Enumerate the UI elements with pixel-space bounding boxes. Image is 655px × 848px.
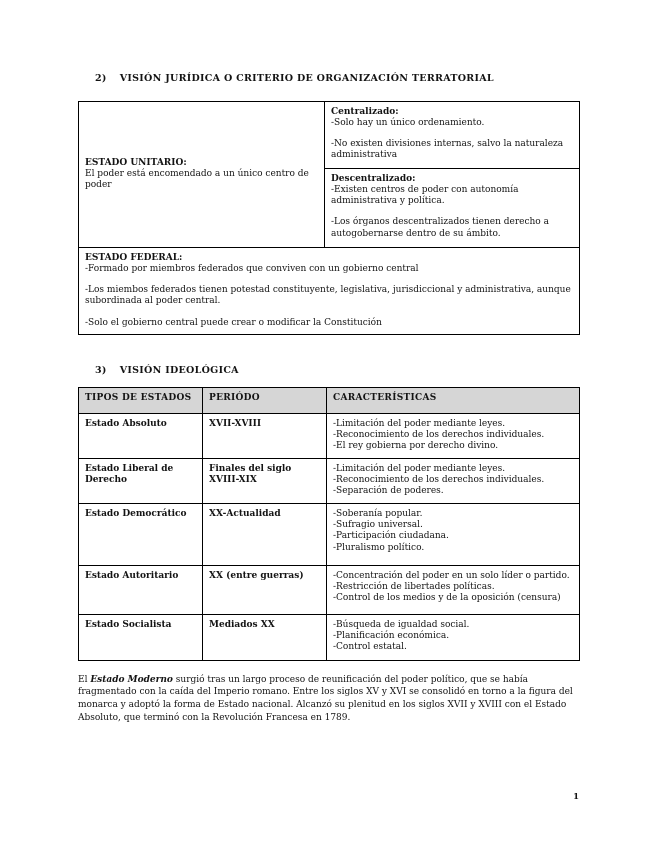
caracteristica-item: -Separación de poderes. [333,486,444,497]
estado-unitario-subtitle: El poder está encomendado a un único centro de poder [85,168,309,191]
descentralizado-item: -Los órganos descentralizados tienen derecho a autogobernarse dentro de su ámbito. [331,217,549,239]
unitario-subcells [325,102,579,247]
header-caracteristicas: CARACTERÍSTICAS [333,392,437,403]
section-2-number: 2) [95,73,107,84]
estado-moderno-term: Estado Moderno [90,674,173,685]
centralizado-title: Centralizado: [331,107,399,117]
cell-caracteristicas [327,459,579,503]
paragraph-body: surgió tras un largo proceso de reunificación del poder político, que se había fragmentado con la caída del Imperio romano. Entre los siglos XV y XVI se consolidó en torno a la figura del monarca y adoptó la forma de Estado nacional. Alcanzó su plenitud en los siglos XVII y XVIII con el Estado Absoluto, que terminó con la Revolución Francesa en 1789. [78,674,573,723]
cell-periodo: XX-Actualidad [203,504,327,565]
cell-caracteristicas [327,504,579,565]
cell-periodo: Mediados XX [203,615,327,660]
cell-centralizado [325,102,579,169]
cell-tipo: Estado Socialista [79,615,203,660]
cell-caracteristicas [327,414,579,458]
caracteristica-item: -Limitación del poder mediante leyes. [333,418,506,429]
caracteristica-item: -Pluralismo político. [333,542,425,553]
section-3-title: VISIÓN IDEOLÓGICA [119,364,239,376]
caracteristica-item: -Concentración del poder en un solo líder o partido. [333,570,570,581]
cell-caracteristicas [327,566,579,614]
cell-periodo: Finales del siglo XVIII-XIX [203,459,327,503]
table-row [79,458,579,503]
cell-tipo: Estado Autoritario [79,566,203,614]
paragraph-lead: El [78,674,91,685]
table-header-row [79,388,579,413]
cell-periodo: XX (entre guerras) [203,566,327,614]
section-3-heading [95,365,580,376]
caracteristica-item: -Reconocimiento de los derechos individuales. [333,475,545,486]
estado-federal-item: -Formado por miembros federados que conviven con un gobierno central [85,264,419,275]
descentralizado-item: -Existen centros de poder con autonomía administrativa y política. [331,185,519,207]
caracteristica-item: -El rey gobierna por derecho divino. [333,441,499,452]
centralizado-item: -No existen divisiones internas, salvo la naturaleza administrativa [331,139,564,161]
caracteristica-item: -Soberanía popular. [333,508,423,519]
table-row [79,565,579,614]
caracteristica-item: -Participación ciudadana. [333,531,449,542]
cell-caracteristicas [327,615,579,660]
caracteristica-item: -Reconocimiento de los derechos individuales. [333,430,545,441]
section-2-title: VISIÓN JURÍDICA O CRITERIO DE ORGANIZACIÓN TERRATORIAL [119,73,494,84]
caracteristica-item: -Planificación económica. [333,631,450,642]
table-row [79,614,579,660]
centralizado-item: -Solo hay un único ordenamiento. [331,118,485,129]
cell-tipo: Estado Liberal de Derecho [79,459,203,503]
descentralizado-title: Descentralizado: [331,174,416,184]
caracteristica-item: -Sufragio universal. [333,520,423,531]
estado-federal-title: ESTADO FEDERAL: [85,253,183,263]
section-3-number: 3) [95,364,107,376]
header-tipos-de-estados: TIPOS DE ESTADOS [79,388,203,413]
page-number: 1 [573,792,579,802]
cell-estado-federal [79,247,579,334]
caracteristica-item: -Control de los medios y de la oposición (censura) [333,593,561,604]
table-row [79,413,579,458]
table-row [79,102,579,247]
estado-moderno-paragraph [78,674,580,724]
table-vision-ideologica [78,387,580,661]
cell-tipo: Estado Absoluto [79,414,203,458]
caracteristica-item: -Búsqueda de igualdad social. [333,619,470,630]
header-periodo: PERIÓDO [203,388,327,413]
cell-tipo: Estado Democrático [79,504,203,565]
estado-unitario-title: ESTADO UNITARIO: [85,157,187,168]
cell-estado-unitario [79,102,325,247]
caracteristica-item: -Restricción de libertades políticas. [333,582,495,593]
cell-periodo: XVII-XVIII [203,414,327,458]
section-2-heading [95,73,580,84]
caracteristica-item: -Control estatal. [333,642,407,653]
estado-federal-item: -Solo el gobierno central puede crear o modificar la Constitución [85,317,382,328]
estado-federal-item: -Los miembos federados tienen potestad constituyente, legislativa, jurisdiccional y administrativa, aunque subordinada al poder central. [85,285,571,307]
caracteristica-item: -Limitación del poder mediante leyes. [333,463,506,474]
table-row [79,503,579,565]
table-vision-juridica [78,101,580,335]
cell-descentralizado [325,169,579,247]
